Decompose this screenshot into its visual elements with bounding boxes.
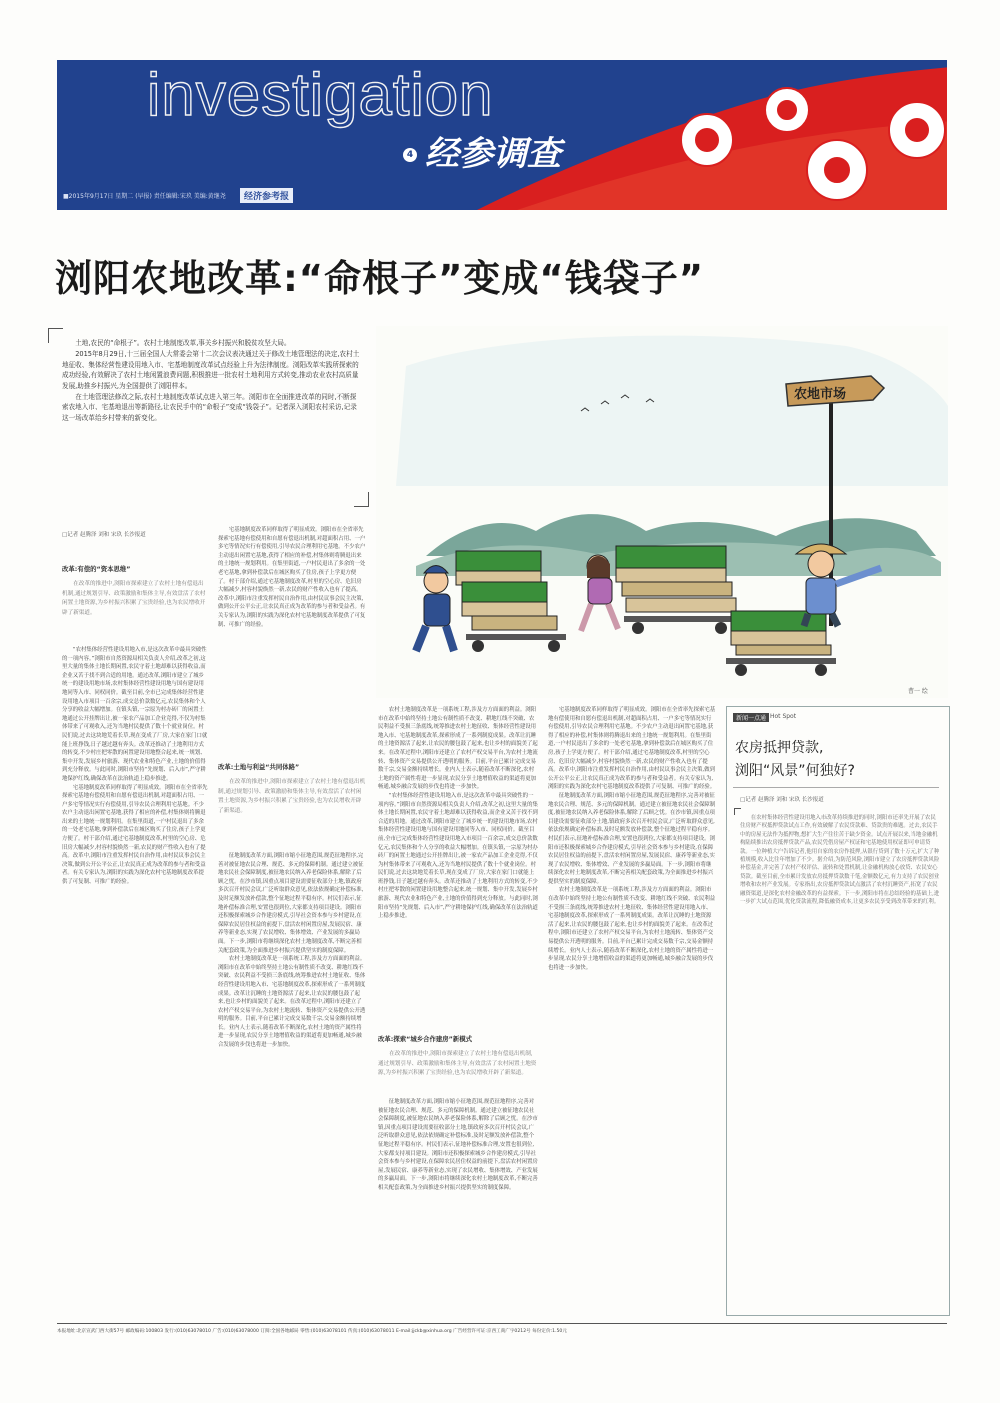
intro-paragraph: 土地,农民的“命根子”。农村土地制度改革,事关乡村振兴和脱贫攻坚大局。	[75, 339, 291, 347]
text-column-4	[548, 706, 716, 1314]
sidebar-tag: 新闻一点通	[733, 713, 769, 722]
banner-title-en: investigation	[147, 61, 494, 128]
section-lede	[378, 1050, 538, 1092]
article-illustration	[376, 326, 948, 698]
text-column-1	[62, 646, 208, 1314]
subhead: 改革:有偿的“资本思维”	[62, 565, 131, 573]
column-paragraph: 宅基地制度改革同样取得了明显成效。浏阳市在全省率先探索宅基地有偿使用和自愿有偿退出机制,对超面积占用、一户多宅等情况实行有偿使用,引导农民合理利用宅基地。不少农户主动退出闲置宅基地,获得了相应的补偿,村集体则将腾退出来的土地统一规划利用。在集里街道,一户村民退出了多余的一处老宅基地,拿到补偿款后在城区购买了住房,孩子上学更方便了。村干部介绍,通过宅基地制度改革,村里的空心房、危旧房大幅减少,村容村貌焕然一新,农民的财产性收入也有了提高。改革中,浏阳市注重发挥村民自治作用,由村民议事会民主决策,做到公开公平公正,让农民真正成为改革的参与者和受益者。有关专家认为,浏阳的实践为深化农村宅基地制度改革提供了可复制、可推广的经验。	[548, 707, 716, 791]
page-footer: 本报地址:北京宣武门西大街57号 邮政编码:100803 发行:(010)63078010 广告:(010)63078000 订阅:全国各地邮局 零售:(010)63078101 传真:(010)63078011 E-mail:jjckb@xinhua.org 广告经营许可证:京西工商广字0212号 每份定价:1.50元	[57, 1329, 567, 1334]
sidebar-byline: □记者 赵腾泽 刘和 宋玖 长沙报道	[740, 797, 824, 803]
land-cart-middle	[616, 546, 736, 634]
banner-date-line: ■2015年9月17日 星期二 (早报) 责任编辑:宋玖 美编:黄继尧	[63, 193, 226, 200]
section-lede	[62, 580, 208, 640]
banner-title-cn: 经参调查	[425, 134, 561, 174]
column-paragraph: 征地制度改革方面,浏阳市缩小征地范围,规范征地程序,完善对被征地农民合理、规范、多元的保障机制。通过建立被征地农民社会保障制度,被征地农民纳入养老保险体系,解除了后顾之忧。在沙市镇,因重点项目建设需要征收部分土地,镇政府多次召开村民会议,广泛听取群众意见,依法依规确定补偿标准,及时足额发放补偿款,整个征地过程平稳有序。村民们表示,征地补偿标准合理,安置也很到位,大家都支持项目建设。浏阳市还积极探索城乡合作建房模式,引导社会资本参与乡村建设,在保障农民居住权益的前提下,盘活农村闲置房屋,发展民宿、康养等新业态,实现了农民增收、集体增效、产业发展的多赢局面。下一步,浏阳市将继续深化农村土地制度改革,不断完善相关配套政策,为全面推进乡村振兴提供坚实的制度保障。	[548, 792, 716, 885]
text-column-3a	[378, 706, 538, 1030]
divider	[733, 787, 939, 788]
column-paragraph: 征地制度改革方面,浏阳市缩小征地范围,规范征地程序,完善对被征地农民合理、规范、多元的保障机制。通过建立被征地农民社会保障制度,被征地农民纳入养老保险体系,解除了后顾之忧。在沙市镇,因重点项目建设需要征收部分土地,镇政府多次召开村民会议,广泛听取群众意见,依法依规确定补偿标准,及时足额发放补偿款,整个征地过程平稳有序。村民们表示,征地补偿标准合理,安置也很到位,大家都支持项目建设。浏阳市还积极探索城乡合作建房模式,引导社会资本参与乡村建设,在保障农民居住权益的前提下,盘活农村闲置房屋,发展民宿、康养等新业态,实现了农民增收、集体增效、产业发展的多赢局面。下一步,浏阳市将继续深化农村土地制度改革,不断完善相关配套政策,为全面推进乡村振兴提供坚实的制度保障。	[218, 853, 364, 954]
column-paragraph: 农村土地制度改革是一项系统工程,涉及方方面面的利益。浏阳市在改革中始终坚持土地公有制性质不改变、耕地红线不突破、农民利益不受损三条底线,统筹推进农村土地征收、集体经营性建设用地入市、宅基地制度改革,探索形成了一系列制度成果。改革让沉睡的土地资源活了起来,让农民的腰包鼓了起来,也让乡村的面貌美了起来。在改革过程中,浏阳市还建立了农村产权交易平台,为农村土地流转、集体资产交易提供公开透明的服务。目前,平台已累计完成交易数千宗,交易金额持续增长。业内人士表示,随着改革不断深化,农村土地的资产属性将进一步显现,农民分享土地增值收益的渠道将更加畅通,城乡融合发展的步伐也将进一步加快。	[378, 707, 538, 791]
lede-paragraph: 在改革的推进中,浏阳市探索建立了农村土地有偿退出机制,通过规划引导、政策激励和集体主导,有效盘活了农村闲置土地资源,为乡村振兴积累了宝贵经验,也为农民增收开辟了新渠道。	[378, 1051, 537, 1077]
text-column-3b	[378, 1098, 538, 1314]
section-number: 4	[403, 148, 417, 162]
lede-paragraph: 在改革的推进中,浏阳市探索建立了农村土地有偿退出机制,通过规划引导、政策激励和集体主导,有效盘活了农村闲置土地资源,为乡村振兴积累了宝贵经验,也为农民增收开辟了新渠道。	[218, 779, 366, 814]
column-paragraph: 农村土地制度改革是一项系统工程,涉及方方面面的利益。浏阳市在改革中始终坚持土地公有制性质不改变、耕地红线不突破、农民利益不受损三条底线,统筹推进农村土地征收、集体经营性建设用地入市、宅基地制度改革,探索形成了一系列制度成果。改革让沉睡的土地资源活了起来,让农民的腰包鼓了起来,也让乡村的面貌美了起来。在改革过程中,浏阳市还建立了农村产权交易平台,为农村土地流转、集体资产交易提供公开透明的服务。目前,平台已累计完成交易数千宗,交易金额持续增长。业内人士表示,随着改革不断深化,农村土地的资产属性将进一步显现,农民分享土地增值收益的渠道将更加畅通,城乡融合发展的步伐也将进一步加快。	[218, 956, 366, 1049]
lede-paragraph: 在改革的推进中,浏阳市探索建立了农村土地有偿退出机制,通过规划引导、政策激励和集体主导,有效盘活了农村闲置土地资源,为乡村振兴积累了宝贵经验,也为农民增收开辟了新渠道。	[62, 581, 206, 616]
sidebar-title-line: 农房抵押贷款,	[735, 740, 824, 756]
sidebar-title	[735, 737, 855, 783]
text-column-2b	[218, 852, 366, 1314]
section-lede	[218, 778, 366, 832]
subhead: 改革:探索“城乡合作建房”新模式	[378, 1035, 473, 1043]
column-paragraph: 征地制度改革方面,浏阳市缩小征地范围,规范征地程序,完善对被征地农民合理、规范、多元的保障机制。通过建立被征地农民社会保障制度,被征地农民纳入养老保险体系,解除了后顾之忧。在沙市镇,因重点项目建设需要征收部分土地,镇政府多次召开村民会议,广泛听取群众意见,依法依规确定补偿标准,及时足额发放补偿款,整个征地过程平稳有序。村民们表示,征地补偿标准合理,安置也很到位,大家都支持项目建设。浏阳市还积极探索城乡合作建房模式,引导社会资本参与乡村建设,在保障农民居住权益的前提下,盘活农村闲置房屋,发展民宿、康养等新业态,实现了农民增收、集体增效、产业发展的多赢局面。下一步,浏阳市将继续深化农村土地制度改革,不断完善相关配套政策,为全面推进乡村振兴提供坚实的制度保障。	[378, 1099, 538, 1191]
column-paragraph: “农村集体经营性建设用地入市,是这次改革中最具突破性的一项内容。”浏阳市自然资源局相关负责人介绍,改革之初,这里大量的集体土地长期闲置,农民守着土地却难以获得收益,而企业又苦于找不到合适的用地。通过改革,浏阳市建立了城乡统一的建设用地市场,农村集体经营性建设用地与国有建设用地同等入市、同权同价。截至目前,全市已完成集体经营性建设用地入市项目一百余宗,成交总价款数亿元,农民集体和个人分享的收益大幅增加。在镇头镇,一宗原为村办砖厂的闲置土地通过公开挂牌出让,被一家农产品加工企业竞得,不仅为村集体带来了可观收入,还为当地村民提供了数十个就业岗位。村民们说,过去这块地荒着长草,现在变成了厂房,大家在家门口就能上班挣钱,日子越过越有奔头。改革还推动了土地利用方式的转变,不少村庄把零散的闲置建设用地整合起来,统一规划、集中开发,发展乡村旅游、现代农业和特色产业,土地的价值得到充分释放。与此同时,浏阳市坚持“先规划、后入市”,严守耕地保护红线,确保改革在法治轨道上稳步推进。	[62, 647, 208, 782]
sidebar-tag-en: Hot Spot	[770, 713, 797, 720]
intro-frame-corner	[48, 328, 63, 343]
intro-frame-corner	[354, 492, 369, 507]
intro-paragraph: 在土地管理法修改之际,农村土地制度改革试点进入第三年。浏阳市在全面推进改革的同时,不断探索农地入市、宅基地退出等新路径,让农民手中的“命根子”变成“钱袋子”。记者深入浏阳农村采访,记录这一场改革给乡村带来的新变化。	[62, 393, 357, 422]
sidebar-title-line: 浏阳“风景”何独好?	[735, 763, 855, 779]
article-headline: 浏阳农地改革:“命根子”变成“钱袋子”	[55, 257, 705, 300]
column-paragraph: 宅基地制度改革同样取得了明显成效。浏阳市在全省率先探索宅基地有偿使用和自愿有偿退出机制,对超面积占用、一户多宅等情况实行有偿使用,引导农民合理利用宅基地。不少农户主动退出闲置宅基地,获得了相应的补偿,村集体则将腾退出来的土地统一规划利用。在集里街道,一户村民退出了多余的一处老宅基地,拿到补偿款后在城区购买了住房,孩子上学更方便了。村干部介绍,通过宅基地制度改革,村里的空心房、危旧房大幅减少,村容村貌焕然一新,农民的财产性收入也有了提高。改革中,浏阳市注重发挥村民自治作用,由村民议事会民主决策,做到公开公平公正,让农民真正成为改革的参与者和受益者。有关专家认为,浏阳的实践为深化农村宅基地制度改革提供了可复制、可推广的经验。	[62, 784, 208, 886]
column-paragraph: “农村集体经营性建设用地入市,是这次改革中最具突破性的一项内容。”浏阳市自然资源局相关负责人介绍,改革之初,这里大量的集体土地长期闲置,农民守着土地却难以获得收益,而企业又苦于找不到合适的用地。通过改革,浏阳市建立了城乡统一的建设用地市场,农村集体经营性建设用地与国有建设用地同等入市、同权同价。截至目前,全市已完成集体经营性建设用地入市项目一百余宗,成交总价款数亿元,农民集体和个人分享的收益大幅增加。在镇头镇,一宗原为村办砖厂的闲置土地通过公开挂牌出让,被一家农产品加工企业竞得,不仅为村集体带来了可观收入,还为当地村民提供了数十个就业岗位。村民们说,过去这块地荒着长草,现在变成了厂房,大家在家门口就能上班挣钱,日子越过越有奔头。改革还推动了土地利用方式的转变,不少村庄把零散的闲置建设用地整合起来,统一规划、集中开发,发展乡村旅游、现代农业和特色产业,土地的价值得到充分释放。与此同时,浏阳市坚持“先规划、后入市”,严守耕地保护红线,确保改革在法治轨道上稳步推进。	[378, 792, 538, 920]
column-paragraph: 宅基地制度改革同样取得了明显成效。浏阳市在全省率先探索宅基地有偿使用和自愿有偿退出机制,对超面积占用、一户多宅等情况实行有偿使用,引导农民合理利用宅基地。不少农户主动退出闲置宅基地,获得了相应的补偿,村集体则将腾退出来的土地统一规划利用。在集里街道,一户村民退出了多余的一处老宅基地,拿到补偿款后在城区购买了住房,孩子上学更方便了。村干部介绍,通过宅基地制度改革,村里的空心房、危旧房大幅减少,村容村貌焕然一新,农民的财产性收入也有了提高。改革中,浏阳市注重发挥村民自治作用,由村民议事会民主决策,做到公开公平公正,让农民真正成为改革的参与者和受益者。有关专家认为,浏阳的实践为深化农村宅基地制度改革提供了可复制、可推广的经验。	[218, 527, 366, 628]
footer-rule	[57, 1323, 947, 1324]
sidebar-paragraph: 在农村集体经营性建设用地入市改革持续推进的同时,浏阳市还率先开展了农民住房财产权抵押贷款试点工作,有效破解了农民贷款难、贷款贵的难题。过去,农民手中的房屋无法作为抵押物,想扩大生产往往苦于缺少资金。试点开展以来,当地金融机构陆续推出农房抵押贷款产品,农民凭借房屋产权证和宅基地使用权证即可申请贷款。一位种植大户告诉记者,他用自家的农房作抵押,从银行贷到了数十万元,扩大了种植规模,收入比往年增加了不少。据介绍,为防范风险,浏阳市建立了农房抵押贷款风险补偿基金,并完善了农村产权评估、流转和处置机制,让金融机构放心放贷、农民安心贷款。截至目前,全市累计发放农房抵押贷款数千笔,金额数亿元,有力支持了农民创业增收和农村产业发展。专家指出,农房抵押贷款试点激活了农村沉睡资产,拓宽了农民融资渠道,是深化农村金融改革的有益探索。下一步,浏阳市将在总结经验的基础上,进一步扩大试点范围,优化贷款流程,降低融资成本,让更多农民享受到改革带来的红利。	[740, 815, 940, 906]
text-column-2a	[218, 526, 366, 758]
subhead: 改革:土地与利益“共同体路”	[218, 763, 300, 771]
sidebar-body	[740, 814, 940, 1304]
sign-label: 农地市场	[794, 387, 847, 402]
illustration-credit: 曹一 绘	[908, 688, 928, 695]
article-intro	[62, 338, 360, 424]
column-paragraph: 农村土地制度改革是一项系统工程,涉及方方面面的利益。浏阳市在改革中始终坚持土地公有制性质不改变、耕地红线不突破、农民利益不受损三条底线,统筹推进农村土地征收、集体经营性建设用地入市、宅基地制度改革,探索形成了一系列制度成果。改革让沉睡的土地资源活了起来,让农民的腰包鼓了起来,也让乡村的面貌美了起来。在改革过程中,浏阳市还建立了农村产权交易平台,为农村土地流转、集体资产交易提供公开透明的服务。目前,平台已累计完成交易数千宗,交易金额持续增长。业内人士表示,随着改革不断深化,农村土地的资产属性将进一步显现,农民分享土地增值收益的渠道将更加畅通,城乡融合发展的步伐也将进一步加快。	[548, 887, 716, 971]
article-byline: □记者 赵腾泽 刘和 宋玖 长沙报道	[62, 532, 146, 538]
intro-paragraph: 2015年8月29日,十三届全国人大常委会第十二次会议表决通过关于修改土地管理法的决定,农村土地征收、集体经营性建设用地入市、宅基地制度改革试点经验上升为法律制度。浏阳改革实践所探索的成功经验,有效解决了农村土地闲置浪费问题,积极推进一批农村土地利用方式转变,推动农业农村高质量发展,助推乡村振兴,为全国提供了浏阳样本。	[62, 350, 360, 390]
newspaper-logo: 经济参考报	[240, 188, 293, 203]
